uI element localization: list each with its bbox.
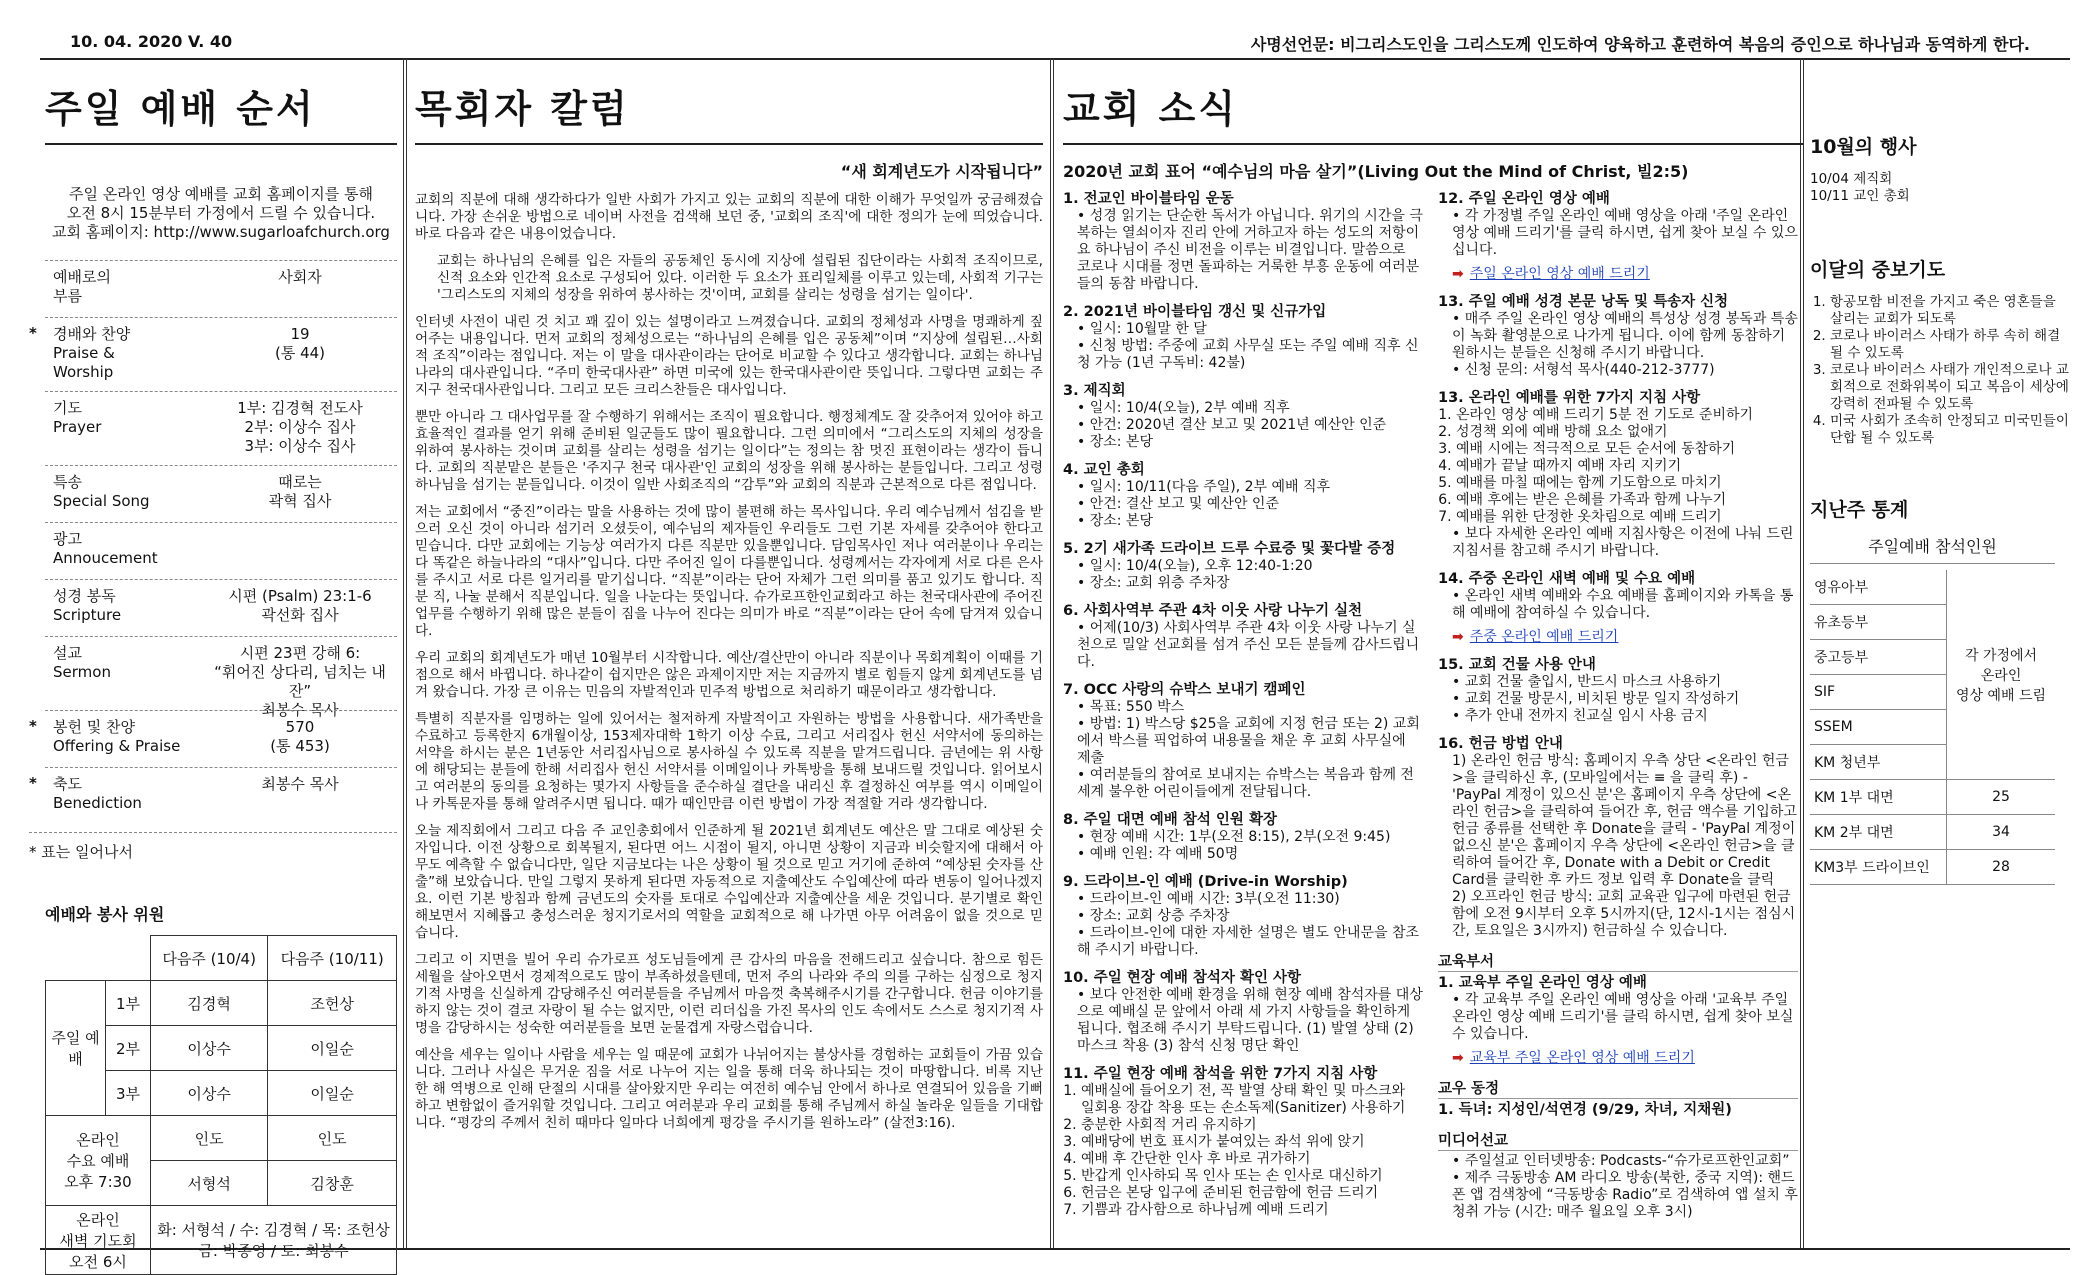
worship-order-column: [29, 70, 397, 1271]
label: 오전 6시: [69, 1252, 127, 1271]
news-item: [1438, 389, 1798, 560]
order-value: [205, 775, 395, 794]
list-item: • 제주 극동방송 AM 라디오 방송(북한, 중국 지역): 핸드폰 앱 검색창에 “극동방송 Radio”로 검색하여 앱 설치 후 청취 가능 (시간: 매주 월요일 오후 3시): [1452, 1170, 1798, 1221]
value-line: 19: [290, 325, 310, 343]
news-item: [1063, 461, 1423, 530]
column-paragraph: 교회는 하나님의 은혜를 입은 자들의 공동체인 동시에 지상에 설립된 집단이라는 사회적 조직이므로, 신적 요소와 인간적 요소로 구성되어 있다. 이러한 두 요소가 표리일체를 이루고 있는데, 사회적 기구는 '그리스도의 지체의 성장을 위하여 봉사하는 것'이며, 교회를 살리는 성령을 섬기는 일이다'.: [437, 253, 1043, 303]
news-item-title: 6. 사회사역부 주관 4차 이웃 사랑 나누기 실천: [1063, 603, 1363, 619]
link-text: 교육부 주일 온라인 영상 예배 드리기: [1469, 1050, 1695, 1066]
label: 새벽 기도회: [59, 1231, 137, 1250]
prayer-item: 1. 항공모함 비전을 가지고 죽은 영혼들을 살리는 교회가 되도록: [1830, 294, 2070, 328]
news-bullet-list: [1063, 400, 1423, 451]
list-item: 3. 예배 시에는 적극적으로 모든 순서에 동참하기: [1456, 441, 1798, 458]
header-rule: [40, 58, 2070, 60]
list-item: • 방법: 1) 박스당 $25을 교회에 지정 헌금 또는 2) 교회에서 박스를 픽업하여 내용물을 채운 후 교회 사무실에 제출: [1077, 716, 1423, 767]
column-divider: [1050, 58, 1054, 1248]
order-label: [53, 530, 203, 568]
list-item: • 신청 문의: 서형석 목사(440-212-3777): [1452, 362, 1798, 379]
list-item: • 장소: 본당: [1077, 513, 1423, 530]
list-item: • 각 교육부 주일 온라인 예배 영상을 아래 '교육부 주일 온라인 영상 예배 드리기'를 클릭 하시면, 쉽게 찾아 보실 수 있습니다.: [1452, 992, 1798, 1043]
table-header: 다음주 (10/11): [268, 936, 397, 981]
stats-title: 지난주 통계: [1810, 499, 1909, 521]
news-item-title: 3. 제직회: [1063, 383, 1126, 399]
label-line: 성경 봉독: [53, 587, 116, 605]
table-cell: 김창훈: [268, 1161, 397, 1206]
list-item: 5. 반갑게 인사하되 목 인사 또는 손 인사로 대신하기: [1081, 1168, 1423, 1185]
label-line: 경배와 찬양: [53, 325, 131, 343]
label: 온라인: [76, 1131, 120, 1149]
media-list: [1438, 1153, 1798, 1221]
schedule-line: 화: 서형석 / 수: 김경혁 / 목: 조헌상: [157, 1221, 390, 1239]
standing-note: * 표는 일어나서: [29, 832, 397, 862]
service-main-label: [46, 981, 106, 1116]
prayer-item: 4. 미국 사회가 조속히 안정되고 미국민들이 단합 될 수 있도록: [1830, 413, 2070, 447]
stats-label: SIF: [1810, 675, 1947, 710]
label: 온라인: [76, 1210, 120, 1229]
value-line: 때로는: [278, 473, 322, 491]
news-bullet-list: [1063, 829, 1423, 863]
list-item: • 주일설교 인터넷방송: Podcasts-“슈가로프한인교회”: [1452, 1153, 1798, 1170]
news-item-title: 4. 교인 총회: [1063, 462, 1145, 478]
news-bullet-list: [1063, 558, 1423, 592]
order-label: [53, 473, 203, 511]
event-item: 10/11 교인 총회: [1810, 188, 1910, 204]
news-item-title: 9. 드라이브-인 예배 (Drive-in Worship): [1063, 874, 1348, 890]
label: 주일 예배: [51, 1029, 100, 1068]
order-row: [45, 579, 397, 636]
table-cell: 이상수: [151, 1026, 268, 1071]
part-cell: 3부: [106, 1071, 151, 1116]
news-item: [1063, 382, 1423, 451]
news-left: [1063, 190, 1423, 1229]
homepage-link[interactable]: 교회 홈페이지: http://www.sugarloafchurch.org: [52, 223, 390, 241]
value-line: 3부: 이상수 집사: [244, 437, 356, 455]
prayer-title: 이달의 중보기도: [1810, 259, 1946, 281]
list-item: • 안건: 2020년 결산 보고 및 2021년 예산안 인준: [1077, 417, 1423, 434]
list-item: 1. 온라인 영상 예배 드리기 5분 전 기도로 준비하기: [1456, 407, 1798, 424]
news-bullet-list: [1063, 321, 1423, 372]
label-line: Prayer: [53, 418, 102, 436]
stats-row: [1810, 815, 2055, 850]
news-item: [1063, 190, 1423, 293]
list-item: 2. 충분한 사회적 거리 유지하기: [1081, 1117, 1423, 1134]
list-item: • 어제(10/3) 사회사역부 주관 4차 이웃 사랑 나누기 실천으로 밀알 선교회를 섬겨 주신 모든 분들께 감사드립니다.: [1077, 620, 1423, 671]
news-item-title: 5. 2기 새가족 드라이브 드루 수료증 및 꽃다발 증정: [1063, 541, 1396, 557]
news-item-title: 1. 전교인 바이블타임 운동: [1063, 191, 1234, 207]
church-news-column: [1063, 70, 1803, 1240]
value-line: (통 44): [274, 344, 326, 362]
value-line: 2부: 이상수 집사: [244, 418, 356, 436]
stats-label: KM 1부 대면: [1810, 780, 1947, 815]
column-paragraph: 교회의 직분에 대해 생각하다가 일반 사회가 가지고 있는 교회의 직분에 대한 이해가 무엇일까 궁금해졌습니다. 가장 손쉬운 방법으로 네이버 사전을 검색해 보던 중, '교회의 조직'에 대한 정의가 눈에 띄었습니다. 바로 다음과 같은 내용이었습니다.: [415, 192, 1043, 242]
news-item-title: 13. 주일 예배 성경 본문 낭독 및 특송자 신청: [1438, 294, 1729, 310]
news-bullet-list: [1438, 526, 1798, 560]
news-bullet-list: [1063, 891, 1423, 959]
list-item: • 목표: 550 박스: [1077, 699, 1423, 716]
star-mark: *: [29, 324, 37, 342]
news-item-title: 12. 주일 온라인 영상 예배: [1438, 191, 1610, 207]
merged-line: 영상 예배 드림: [1956, 687, 2047, 704]
list-item: 1. 예배실에 들어오기 전, 꼭 발열 상태 확인 및 마스크와 일회용 장갑 착용 또는 손소독제(Sanitizer) 사용하기: [1081, 1083, 1423, 1117]
stats-label: KM 2부 대면: [1810, 815, 1947, 850]
list-item: 6. 헌금은 본당 입구에 준비된 헌금함에 헌금 드리기: [1081, 1185, 1423, 1202]
order-label: [53, 587, 203, 625]
label-line: 예배로의: [53, 268, 111, 286]
column-subtitle: “새 회계년도가 시작됩니다”: [840, 162, 1043, 181]
stats-label: 유초등부: [1810, 605, 1947, 640]
order-row: [45, 636, 397, 719]
education-heading: 교육부서: [1438, 950, 1798, 972]
list-item: • 드라이브-인에 대한 자세한 설명은 별도 안내문을 참조해 주시기 바랍니다.: [1077, 925, 1423, 959]
order-value: [205, 473, 395, 511]
side-column: [1810, 70, 2070, 1240]
stats-label: KM 청년부: [1810, 745, 1947, 780]
news-item: [1438, 293, 1798, 379]
news-item: [1063, 873, 1423, 959]
service-title: 예배와 봉사 위원: [45, 905, 165, 924]
news-bullet-list: [1438, 992, 1798, 1043]
star-mark: *: [29, 774, 37, 792]
label: 오후 7:30: [64, 1173, 132, 1191]
news-item: [1438, 974, 1798, 1067]
news-bullet-list: [1063, 620, 1423, 671]
table-cell: 이상수: [151, 1071, 268, 1116]
order-row: [45, 465, 397, 522]
list-item: 6. 예배 후에는 받은 은혜를 가족과 함께 나누기: [1456, 492, 1798, 509]
stats-value: 34: [1947, 815, 2055, 850]
label-line: 기도: [53, 399, 82, 417]
stats-label: 영유아부: [1810, 570, 1947, 605]
intro-line: 오전 8시 15분부터 가정에서 드릴 수 있습니다.: [66, 204, 376, 222]
list-item: • 매주 주일 온라인 영상 예배의 특성상 성경 봉독과 특송이 녹화 촬영분으로 나가게 됩니다. 이에 함께 동참하기 원하시는 분들은 신청해 주시기 바랍니다.: [1452, 311, 1798, 362]
church-news-title: 교회 소식: [1063, 70, 1803, 145]
news-item-title: 1. 교육부 주일 온라인 영상 예배: [1438, 975, 1647, 991]
news-item: [1063, 811, 1423, 863]
news-item: [1438, 656, 1798, 725]
label-line: 부름: [53, 287, 82, 305]
order-list: [29, 260, 397, 824]
label-line: Scripture: [53, 606, 122, 624]
order-label: [53, 775, 203, 813]
page-header: [70, 28, 2030, 58]
news-item-title: 2. 2021년 바이블타임 갱신 및 신규가입: [1063, 304, 1327, 320]
label-line: 특송: [53, 473, 82, 491]
news-bullet-list: [1438, 311, 1798, 379]
order-value: [205, 399, 395, 456]
link-text: 주중 온라인 예배 드리기: [1469, 629, 1619, 645]
stats-label: SSEM: [1810, 710, 1947, 745]
label-line: 설교: [53, 644, 82, 662]
order-label: [53, 325, 203, 382]
order-value: [205, 325, 395, 363]
stats-table: [1810, 570, 2055, 885]
news-ordered-list: [1438, 407, 1798, 526]
members-item: 1. 득녀: 지성인/석연경 (9/29, 차녀, 지채원): [1438, 1102, 1732, 1118]
news-item-title: 8. 주일 대면 예배 참석 인원 확장: [1063, 812, 1277, 828]
list-item: 7. 기쁨과 감사함으로 하나님께 예배 드리기: [1081, 1202, 1423, 1219]
order-value: [205, 718, 395, 756]
video-link[interactable]: [1452, 1047, 1798, 1067]
value-line: 570: [285, 718, 315, 736]
value-line: 시편 (Psalm) 23:1-6: [228, 587, 372, 605]
list-item: • 온라인 새벽 예배와 수요 예배를 홈페이지와 카톡을 통해 예배에 참여하실 수 있습니다.: [1452, 588, 1798, 622]
value-line: 곽선화 집사: [261, 606, 339, 624]
news-bullet-list: [1063, 699, 1423, 801]
event-item: 10/04 제직회: [1810, 171, 1893, 187]
news-item: [1063, 602, 1423, 671]
news-right: [1438, 190, 1798, 1221]
news-item-title: 10. 주일 현장 예배 참석자 확인 사항: [1063, 970, 1302, 986]
list-item: • 성경 읽기는 단순한 독서가 아닙니다. 위기의 시간을 극복하는 열쇠이자 진리 안에 거하고자 하는 성도의 저항이요 하나님이 주신 비전을 이루는 비결입니다. 말씀으로 코로나 시대를 정면 돌파하는 거룩한 부흥 운동에 여러분들의 동참 바랍니다.: [1077, 208, 1423, 293]
table-cell: 인도: [268, 1116, 397, 1161]
list-item: • 신청 방법: 주중에 교회 사무실 또는 주일 예배 직후 신청 가능 (1년 구독비: 42불): [1077, 338, 1423, 372]
events-list: [1810, 171, 2070, 205]
stats-row: [1810, 850, 2055, 885]
schedule-line: 금: 박종영 / 토: 최봉수: [198, 1242, 349, 1260]
video-link[interactable]: [1452, 263, 1798, 283]
value-line: 최봉수 목사: [261, 701, 339, 719]
list-item: • 각 가정별 주일 온라인 예배 영상을 아래 '주일 온라인 영상 예배 드리기'를 클릭 하시면, 쉽게 찾아 보실 수 있으십니다.: [1452, 208, 1798, 259]
value-line: “휘어진 상다리, 넘치는 내 잔”: [214, 663, 386, 700]
stats-subtitle: 주일예배 참석인원: [1810, 534, 2055, 564]
dawn-schedule: [151, 1206, 397, 1275]
part-cell: 1부: [106, 981, 151, 1026]
news-item-title: 14. 주중 온라인 새벽 예배 및 수요 예배: [1438, 571, 1696, 587]
mission-statement: 사명선언문: 비그리스도인을 그리스도께 인도하여 양육하고 훈련하여 복음의 증인으로 하나님과 동역하게 한다.: [1250, 35, 2030, 54]
dawn-label: [46, 1206, 151, 1275]
column-body: [415, 192, 1043, 1132]
list-item: • 일시: 10/4(오늘), 2부 예배 직후: [1077, 400, 1423, 417]
table-cell: 김경혁: [151, 981, 268, 1026]
label-line: Offering & Praise: [53, 737, 181, 755]
list-item: • 안건: 결산 보고 및 예산안 인준: [1077, 496, 1423, 513]
order-row: [29, 710, 397, 767]
blank-cell: [46, 936, 151, 981]
order-row: [45, 391, 397, 465]
prayer-item: 2. 코로나 바이러스 사태가 하루 속히 해결될 수 있도록: [1830, 328, 2070, 362]
list-item: 5. 예배를 마칠 때에는 함께 기도함으로 마치기: [1456, 475, 1798, 492]
value-line: 1부: 김경혁 전도사: [237, 399, 363, 417]
church-motto: 2020년 교회 표어 “예수님의 마음 살기”(Living Out the Mind of Christ, 빌2:5): [1063, 162, 1689, 181]
service-table: [45, 935, 397, 1275]
column-paragraph: 뿐만 아니라 그 대사업무를 잘 수행하기 위해서는 조직이 필요합니다. 행정체계도 잘 갖추어져 있어야 하고 효율적인 결과를 얻기 위해 준비된 일군들도 많이 필요합니다. 그런 의미에서 “그리스도의 지체의 성장을 위하여 봉사하는 것이며 교회를 살리는 성령을 섬기는 일이다”는 정의는 참 멋진 표현이라는 생각이 듭니다. 교회의 직분맡은 분들은 '주지구 천국 대사관'인 교회의 성장을 위해 봉사하는 분들입니다. 그리고 성령 하나님을 섬기는 분들입니다. 이것이 일반 사회조직의 “감투”와 교회의 직분과 근본적으로 다른 점입니다.: [415, 409, 1043, 493]
prayer-item: 3. 코로나 바이러스 사태가 개인적으로나 교회적으로 전화위복이 되고 복음이 세상에 강력히 전파될 수 있도록: [1830, 362, 2070, 413]
order-row: [45, 522, 397, 579]
label-line: Annoucement: [53, 549, 158, 567]
table-header: 다음주 (10/4): [151, 936, 268, 981]
arrow-icon: ➡: [1452, 1050, 1464, 1066]
column-paragraph: 인터넷 사전이 내린 것 치고 꽤 깊이 있는 설명이라고 느껴졌습니다. 교회의 정체성과 사명을 명쾌하게 짚어주는 내용입니다. 먼저 교회의 정체성으로는 “하나님의 은혜를 입은 공동체”이며 “지상에 설립된…사회적 조직”이라는 점입니다. 저는 이 말을 대사관이라는 단어로 비교할 수 있다고 생각합니다. 교회는 하나님나라의 대사관입니다. “주미 한국대사관” 하면 미국에 있는 한국대사관이란 뜻입니다. 그렇다면 교회는 주지구 천국대사관입니다. 그리고 모든 크리스찬들은 대사입니다.: [415, 314, 1043, 398]
news-item-title: 11. 주일 현장 예배 참석을 위한 7가지 지침 사항: [1063, 1066, 1378, 1082]
list-item: • 교회 건물 출입시, 반드시 마스크 사용하기: [1452, 674, 1798, 691]
stats-row: [1810, 780, 2055, 815]
column-paragraph: 오늘 제직회에서 그리고 다음 주 교인총회에서 인준하게 될 2021년 회계년도 예산은 말 그대로 예상된 숫자입니다. 이전 상황으로 회복될지, 된다면 어느 시점이 될지, 아니면 상황이 지금과 비슷할지에 대해서 아무도 예측할 수 없습니다만, 일단 지금보다는 나은 상황이 될 것으로 믿고 거기에 준하여 “예상된 숫자를 산출”해 보았습니다. 만일 그렇지 못하게 된다면 자동적으로 지출예산도 수입예산에 따라 변동이 일어나겠지요. 이런 기본 방침과 함께 금년도의 숫자를 토대로 수입예산과 지출예산을 세운 것입니다. 분기별로 확인해보면서 지혜롭고 충성스러운 청지기로서의 역할을 교회적으로 해 나가면 아무 어려움이 없을 것으로 믿습니다.: [415, 823, 1043, 941]
table-cell: 서형석: [151, 1161, 268, 1206]
star-mark: *: [29, 717, 37, 735]
list-item: 7. 예배를 위한 단정한 옷차림으로 예배 드리기: [1456, 509, 1798, 526]
column-paragraph: 저는 교회에서 “중진”이라는 말을 사용하는 것에 많이 불편해 하는 목사입니다. 우리 예수님께서 섬김을 받으러 오신 것이 아니라 섬기러 오셨듯이, 예수님의 제자들인 우리들도 그런 기본 자세를 갖추어야 한다고 믿습니다. 다만 교회에는 기능상 여러가지 다른 직분만 있을뿐입니다. 담임목사인 저나 여러분이나 우리는 다 똑같은 하늘나라의 “대사”입니다. 다만 주어진 일이 다를뿐입니다. 성령께서는 각자에게 서로 다른 은사를 주시고 서로 다른 일거리를 맡기십니다. “직분”이라는 단어 자체가 그런 의미를 품고 있기도 합니다. 직분 직, 나눌 분해서 직분입니다. 일을 나눈다는 뜻입니다. 슈가로프한인교회라고 하는 천국대사관에 주어진 업무를 수행하기 위해 많은 분들이 짐을 나누어 진다는 의미가 바로 “직분”이라는 단어 속에 담겨져 있습니다.: [415, 504, 1043, 639]
list-item: 3. 예배당에 번호 표시가 붙여있는 좌석 위에 앉기: [1081, 1134, 1423, 1151]
label-line: Special Song: [53, 492, 150, 510]
table-cell: 인도: [151, 1116, 268, 1161]
order-label: [53, 399, 203, 437]
list-item: • 장소: 교회 위층 주차장: [1077, 575, 1423, 592]
news-bullet-list: [1063, 208, 1423, 293]
link-text: 주일 온라인 영상 예배 드리기: [1469, 266, 1650, 282]
list-item: • 장소: 교회 상층 주차장: [1077, 908, 1423, 925]
news-item: [1438, 190, 1798, 283]
events-title: 10월의 행사: [1810, 136, 1917, 158]
part-cell: 2부: [106, 1026, 151, 1071]
column-paragraph: 우리 교회의 회계년도가 매년 10월부터 시작합니다. 예산/결산만이 아니라 직분이나 목회계획이 이때를 기점으로 해서 바뀝니다. 하나같이 쉽지만은 않은 과제이지만 저는 지금까지 별로 힘들지 않게 회계년도를 넘겨 왔습니다. 가장 큰 이유는 민음의 자발적인과 민주적 방법으로 처리하기 때문이라고 생각합니다.: [415, 650, 1043, 700]
list-item: • 교회 건물 방문시, 비치된 방문 일지 작성하기: [1452, 691, 1798, 708]
list-item: • 드라이브-인 예배 시간: 3부(오전 11:30): [1077, 891, 1423, 908]
list-item: • 일시: 10/11(다음 주일), 2부 예배 직후: [1077, 479, 1423, 496]
value-line: 곽혁 집사: [268, 492, 332, 510]
intro-line: 주일 온라인 영상 예배를 교회 홈페이지를 통해: [69, 185, 373, 203]
label-line: Sermon: [53, 663, 111, 681]
column-paragraph: 특별히 직분자를 임명하는 일에 있어서는 철저하게 자발적이고 자원하는 방법을 사용합니다. 새가족반을 수료하고 등록한지 6개월이상, 153제자대학 1학기 이상 수료, 그리고 서리집사 헌신 서약서에 동의하는 서약을 하시는 분은 1년동안 서리집사님으로 봉사하실 수 있도록 직분을 맡겨드립니다. 금년에는 위 사항에 해당되는 분들에 한해 서리집사 헌신 서약서를 이메일이나 카톡방을 통해 보내드릴 것입니다. 읽어보시고 여러분의 동의를 요청하는 몇가지 사항들을 준수하실 결단을 내리신 후 결정하신 여부를 역시 이메일이나 카톡문자를 통해 알려주시면 됩니다. 때가 때인만큼 이런 방법이 가장 적절할 거라 생각합니다.: [415, 711, 1043, 812]
order-row: [29, 317, 397, 391]
label-line: 봉헌 및 찬양: [53, 718, 135, 736]
pastor-column-title: 목회자 칼럼: [415, 70, 1043, 145]
list-item: 4. 예배가 끝날 때까지 예배 자리 지키기: [1456, 458, 1798, 475]
news-item: [1063, 540, 1423, 592]
list-item: • 보다 자세한 온라인 예배 지침사항은 이전에 나눠 드린 지침서를 참고해 주시기 바랍니다.: [1452, 526, 1798, 560]
list-item: • 여러분들의 참여로 보내지는 슈박스는 복음과 함께 전세계 불우한 어린이들에게 전달됩니다.: [1077, 767, 1423, 801]
news-bullet-list: [1063, 479, 1423, 530]
label-line: Praise &: [53, 344, 115, 362]
news-bullet-list: [1063, 987, 1423, 1055]
news-item: [1438, 735, 1798, 940]
label-line: Worship: [53, 363, 114, 381]
stats-row: [1810, 570, 2055, 605]
list-item: 2. 성경책 외에 예배 방해 요소 없애기: [1456, 424, 1798, 441]
news-bullet-list: [1438, 674, 1798, 725]
news-bullet-list: [1438, 208, 1798, 259]
list-item: • 장소: 본당: [1077, 434, 1423, 451]
column-paragraph: 그리고 이 지면을 빌어 우리 슈가로프 성도님들에게 큰 감사의 마음을 전해드리고 싶습니다. 참으로 힘든 세월을 살아오면서 경제적으로도 많이 부족하셨을텐데, 먼저 주의 나라와 주의 의를 구하는 심정으로 청지기적 사명을 신실하게 감당해주신 여러분들을 주님께서 마음껏 축복해주시기를 간구합니다. 헌금 이야기를 하지 않는 것이 결코 자랑이 될 수는 없지만, 이런 리더십을 가진 목사의 인도 속에서도 스스로 청지기적 사명을 감당하시는 성숙한 여러분들을 보면 눈물겹게 자랑스럽습니다.: [415, 952, 1043, 1036]
media-heading: 미디어선교: [1438, 1129, 1798, 1151]
value-line: 최봉수 목사: [261, 775, 339, 793]
list-item: • 일시: 10월말 한 달: [1077, 321, 1423, 338]
order-row: [29, 767, 397, 824]
news-item: [1063, 681, 1423, 801]
list-item: • 현장 예배 시간: 1부(오전 8:15), 2부(오전 9:45): [1077, 829, 1423, 846]
arrow-icon: ➡: [1452, 629, 1464, 645]
news-item-title: 15. 교회 건물 사용 안내: [1438, 657, 1596, 673]
merged-line: 온라인: [1980, 667, 2022, 684]
table-cell: 이일순: [268, 1026, 397, 1071]
list-item: • 일시: 10/4(오늘), 오후 12:40-1:20: [1077, 558, 1423, 575]
stats-label: KM3부 드라이브인: [1810, 850, 1947, 885]
value-line: (통 453): [270, 737, 330, 755]
label-line: 축도: [53, 775, 82, 793]
label-line: Benediction: [53, 794, 142, 812]
news-paragraph: 2) 오프라인 헌금 방식: 교회 교육관 입구에 마련된 헌금함에 오전 9시부터 오후 5시까지(단, 12시-1시는 점심시간, 토요일은 3시까지) 헌금하실 수 있습니다.: [1452, 889, 1796, 939]
arrow-icon: ➡: [1452, 266, 1464, 282]
order-value: [205, 268, 395, 287]
label: 수요 예배: [66, 1152, 130, 1170]
news-item: [1063, 1065, 1423, 1219]
column-divider: [403, 58, 407, 1248]
order-label: [53, 718, 203, 756]
pastor-column: [415, 70, 1043, 1240]
column-paragraph: 예산을 세우는 일이나 사람을 세우는 일 때문에 교회가 나뉘어지는 불상사를 경험하는 교회들이 가끔 있습니다. 그러나 사실은 무거운 짐을 서로 나누어 지는 일을 통해 더욱 하나되는 것이 마땅합니다. 비록 지난 한 해 역병으로 인해 단절의 시대를 살아왔지만 우리는 여전히 예수님 안에서 하나로 연결되어 있음을 기뻐하고 변함없이 즐거워할 것입니다. 그리고 여러분과 우리 교회를 통해 주님께서 하실 놀라운 일들을 기대합니다. “평강의 주께서 친히 때마다 일마다 너희에게 평강을 주시기를 원하노라” (살전3:16).: [415, 1047, 1043, 1131]
order-label: [53, 644, 203, 682]
stats-value: 28: [1947, 850, 2055, 885]
list-item: • 보다 안전한 예배 환경을 위해 현장 예배 참석자를 대상으로 예배실 문 앞에서 아래 세 가지 사항들을 확인하게 됩니다. 협조해 주시기 부탁드립니다. (1) 발열 상태 (2) 마스크 착용 (3) 참석 신청 명단 확인: [1077, 987, 1423, 1055]
table-cell: 이일순: [268, 1071, 397, 1116]
online-label: [46, 1116, 151, 1206]
news-bullet-list: [1438, 588, 1798, 622]
stats-label: 중고등부: [1810, 640, 1947, 675]
video-link[interactable]: [1452, 626, 1798, 646]
list-item: 4. 예배 후 간단한 인사 후 바로 귀가하기: [1081, 1151, 1423, 1168]
stats-value: 25: [1947, 780, 2055, 815]
list-item: • 추가 안내 전까지 친교실 임시 사용 금지: [1452, 708, 1798, 725]
news-item-title: 13. 온라인 예배를 위한 7가지 지침 사항: [1438, 390, 1701, 406]
list-item: • 예배 인원: 각 예배 50명: [1077, 846, 1423, 863]
merged-line: 각 가정에서: [1965, 647, 2038, 664]
table-cell: 조헌상: [268, 981, 397, 1026]
order-value: [205, 587, 395, 625]
order-row: [45, 260, 397, 317]
news-paragraph: 1) 온라인 헌금 방식: 홈페이지 우측 상단 <온라인 헌금>을 클릭하신 후, (모바일에서는 ≡ 을 클릭 후) - 'PayPal 계정이 있으신 분'은 홈페이지 우측 상단에 <온라인 헌금>을 클릭하여 들어간 후, 헌금 액수를 기입하고 헌금 종류를 선택한 후 Donate을 클릭 - 'PayPal 계정이 없으신 분'은 홈페이지 우측 상단에 <온라인 헌금>을 클릭하여 들어간 후, Donate with a Debit or Credit Card를 클릭한 후 카드 정보 입력 후 Donate을 클릭: [1452, 753, 1797, 888]
prayer-list: [1810, 294, 2070, 447]
order-value: [205, 644, 395, 720]
members-heading: 교우 동정: [1438, 1077, 1798, 1099]
intro-text: [45, 185, 397, 242]
worship-order-title: 주일 예배 순서: [45, 70, 397, 145]
news-item-title: 7. OCC 사랑의 슈박스 보내기 캠페인: [1063, 682, 1306, 698]
news-item: [1063, 969, 1423, 1055]
news-item: [1063, 303, 1423, 372]
news-item-title: 16. 헌금 방법 안내: [1438, 736, 1563, 752]
order-label: [53, 268, 203, 306]
label-line: 광고: [53, 530, 82, 548]
value-line: 사회자: [278, 268, 322, 286]
issue-date: 10. 04. 2020 V. 40: [70, 32, 233, 51]
news-ordered-list: [1063, 1083, 1423, 1219]
value-line: 시편 23편 강해 6:: [239, 644, 361, 662]
news-item: [1438, 570, 1798, 646]
stats-merged-cell: [1947, 570, 2055, 780]
